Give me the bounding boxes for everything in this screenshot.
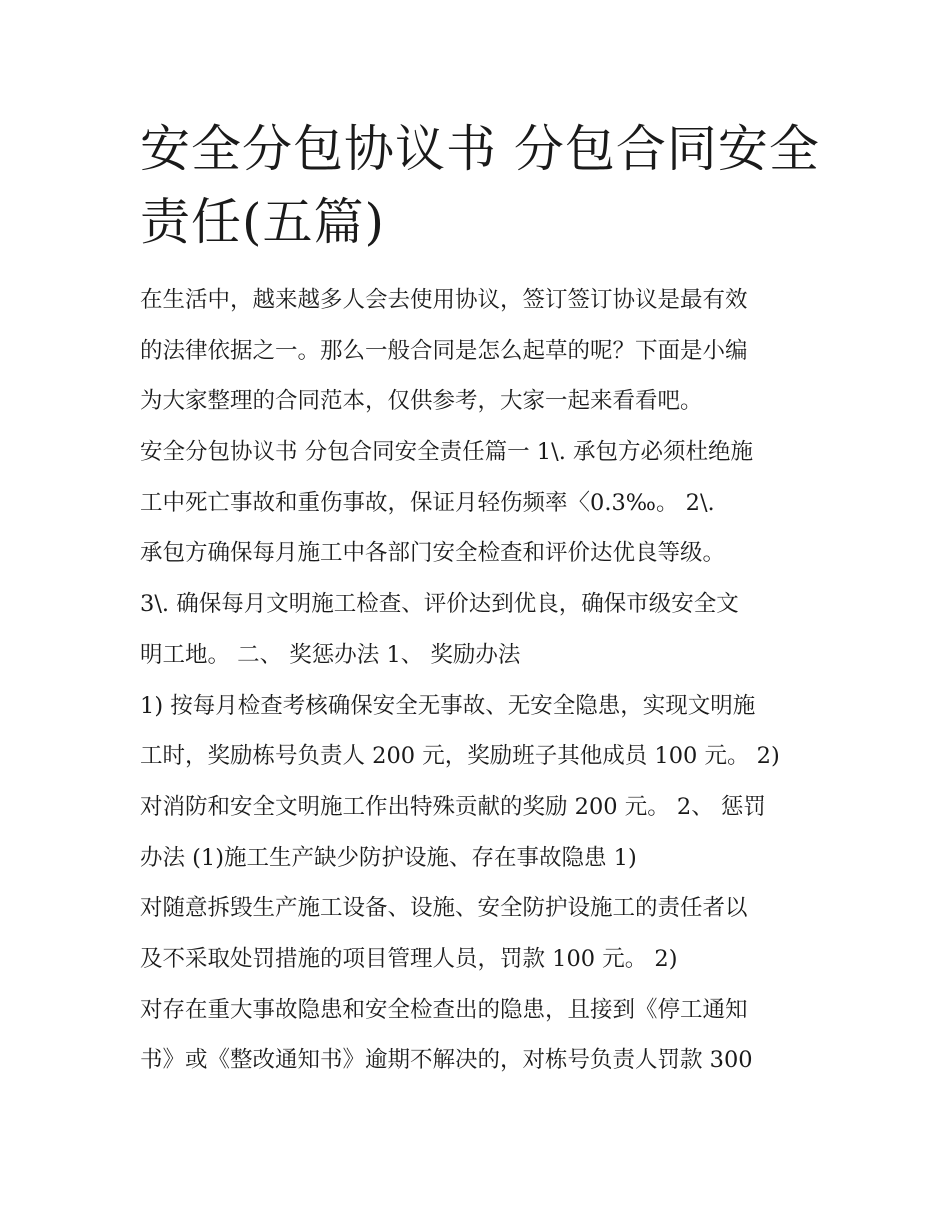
body-line: 书》或《整改通知书》逾期不解决的，对栋号负责人罚款 300 xyxy=(140,1047,753,1074)
document-title xyxy=(140,113,830,259)
body-line: 明工地。 二、 奖惩办法 1、 奖励办法 xyxy=(140,641,521,668)
title-line: 安全分包协议书 分包合同安全 xyxy=(140,120,820,178)
body-line: 工中死亡事故和重伤事故，保证月轻伤频率〈0.3‰。 2\. xyxy=(140,489,715,516)
body-line: 办法 (1)施工生产缺少防护设施、存在事故隐患 1) xyxy=(140,844,637,871)
body-line: 承包方确保每月施工中各部门安全检查和评价达优良等级。 xyxy=(140,540,726,567)
document-body xyxy=(140,275,830,1086)
body-line: 3\. 确保每月文明施工检查、评价达到优良，确保市级安全文 xyxy=(140,591,739,618)
body-line: 1) 按每月检查考核确保安全无事故、无安全隐患，实现文明施 xyxy=(140,692,756,719)
title-line: 责任(五篇) xyxy=(140,193,386,251)
body-line: 为大家整理的合同范本，仅供参考，大家一起来看看吧。 xyxy=(140,388,703,415)
body-line: 及不采取处罚措施的项目管理人员，罚款 100 元。 2) xyxy=(140,945,678,972)
body-line: 工时，奖励栋号负责人 200 元，奖励班子其他成员 100 元。 2) xyxy=(140,743,780,770)
body-line: 对消防和安全文明施工作出特殊贡献的奖励 200 元。 2、 惩罚 xyxy=(140,793,766,820)
body-line: 安全分包协议书 分包合同安全责任篇一 1\. 承包方必须杜绝施 xyxy=(140,439,754,466)
body-line: 对存在重大事故隐患和安全检查出的隐患，且接到《停工通知 xyxy=(140,996,748,1023)
body-line: 的法律依据之一。那么一般合同是怎么起草的呢？下面是小编 xyxy=(140,337,748,364)
body-line: 在生活中，越来越多人会去使用协议，签订签订协议是最有效 xyxy=(140,287,748,313)
body-line: 对随意拆毁生产施工设备、设施、安全防护设施工的责任者以 xyxy=(140,895,748,922)
